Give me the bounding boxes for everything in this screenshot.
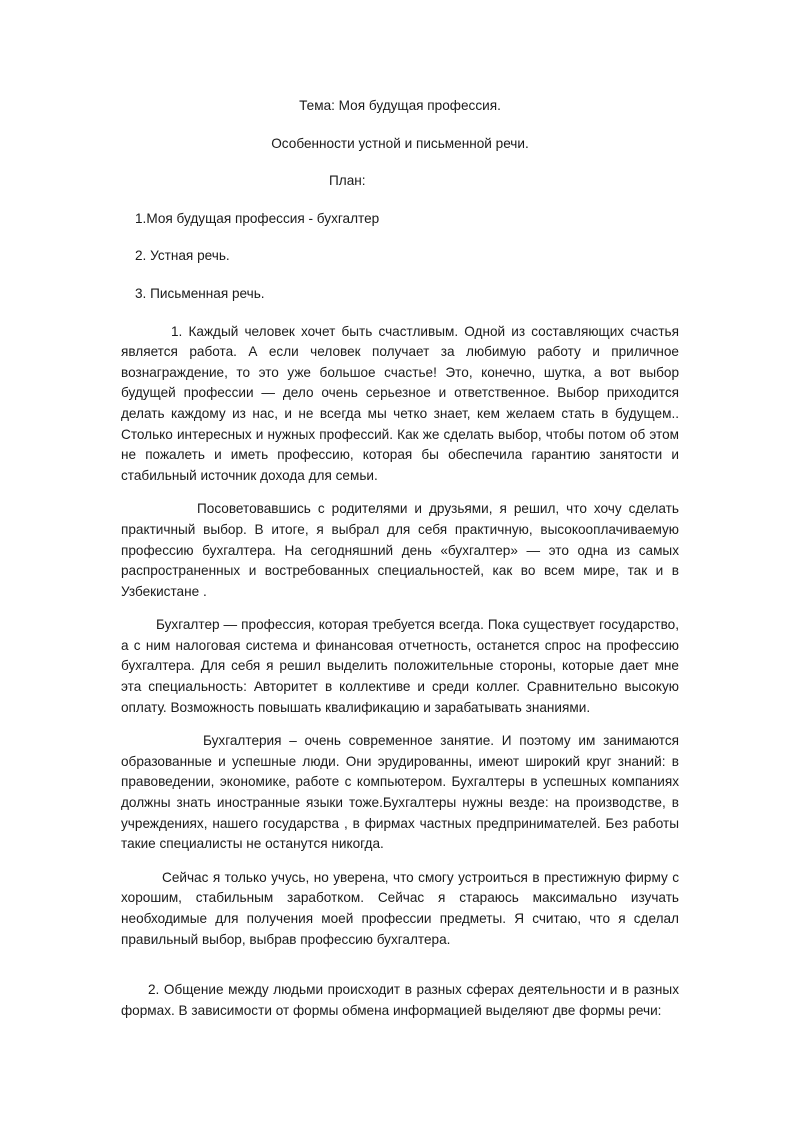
document-topic: Тема: Моя будущая профессия. [299,98,501,113]
plan-item-3: 3. Письменная речь. [135,285,265,301]
plan-item-1: 1.Моя будущая профессия - бухгалтер [135,210,380,226]
paragraph-accountant-profession: Бухгалтер — профессия, которая требуется всегда. Пока существует государство, а с ним налоговая система и финансовая отчетность, останется спрос на профессию бухгалтера. Для себя я решил выделить положительные стороны, которые дает мне эта специальность: Авторитет в коллективе и среди коллег. Сравнительно высокую оплату. Возможность повышать квалификацию и зарабатывать знаниями. [121,617,679,715]
document-body [121,96,679,1034]
paragraph-studying-now: Сейчас я только учусь, но уверена, что смогу устроиться в престижную фирму с хорошим, стабильным заработком. Сейчас я стараюсь максимально изучать необходимые для получения моей профессии предметы. Я считаю, что я сделал правильный выбор, выбрав профессию бухгалтера. [121,869,679,947]
paragraph-accounting-modern: Бухгалтерия – очень современное занятие. И поэтому им занимаются образованные и успешные люди. Они эрудированны, имеют широкий круг знаний: в правоведении, экономике, работе с компьютером. Бухгалтеры в успешных компаниях должны знать иностранные языки тоже.Бухгалтеры нужны везде: на производстве, в учреждениях, нашего государства , в фирмах частных предпринимателей. Без работы такие специалисты не останутся никогда. [121,733,679,852]
paragraph-choice-of-profession: 1. Каждый человек хочет быть счастливым. Одной из составляющих счастья является работа. А если человек получает за любимую работу и приличное вознаграждение, то это уже большое счастье! Это, конечно, шутка, а вот выбор будущей профессии — дело очень серьезное и ответственное. Выбор приходится делать каждому из нас, и не всегда мы четко знает, кем желаем стать в будущем.. Столько интересных и нужных профессий. Как же сделать выбор, чтобы потом об этом не пожалеть и иметь профессию, которая бы обеспечила гарантию занятости и стабильный источник дохода для семьи. [121,323,679,483]
plan-heading: План: [329,173,366,189]
paragraph-oral-speech: 2. Общение между людьми происходит в разных сферах деятельности и в разных формах. В зависимости от формы обмена информацией выделяют две формы речи: [121,982,679,1018]
paragraph-decision: Посоветовавшись с родителями и друзьями, я решил, что хочу сделать практичный выбор. В итоге, я выбрал для себя практичную, высокооплачиваемую профессию бухгалтера. На сегодняшний день «бухгалтер» — это одна из самых распространенных и востребованных специальностей, как во всем мире, так и в Узбекистане . [121,501,679,599]
plan-item-2: 2. Устная речь. [135,248,230,264]
document-subtitle: Особенности устной и письменной речи. [271,135,529,151]
